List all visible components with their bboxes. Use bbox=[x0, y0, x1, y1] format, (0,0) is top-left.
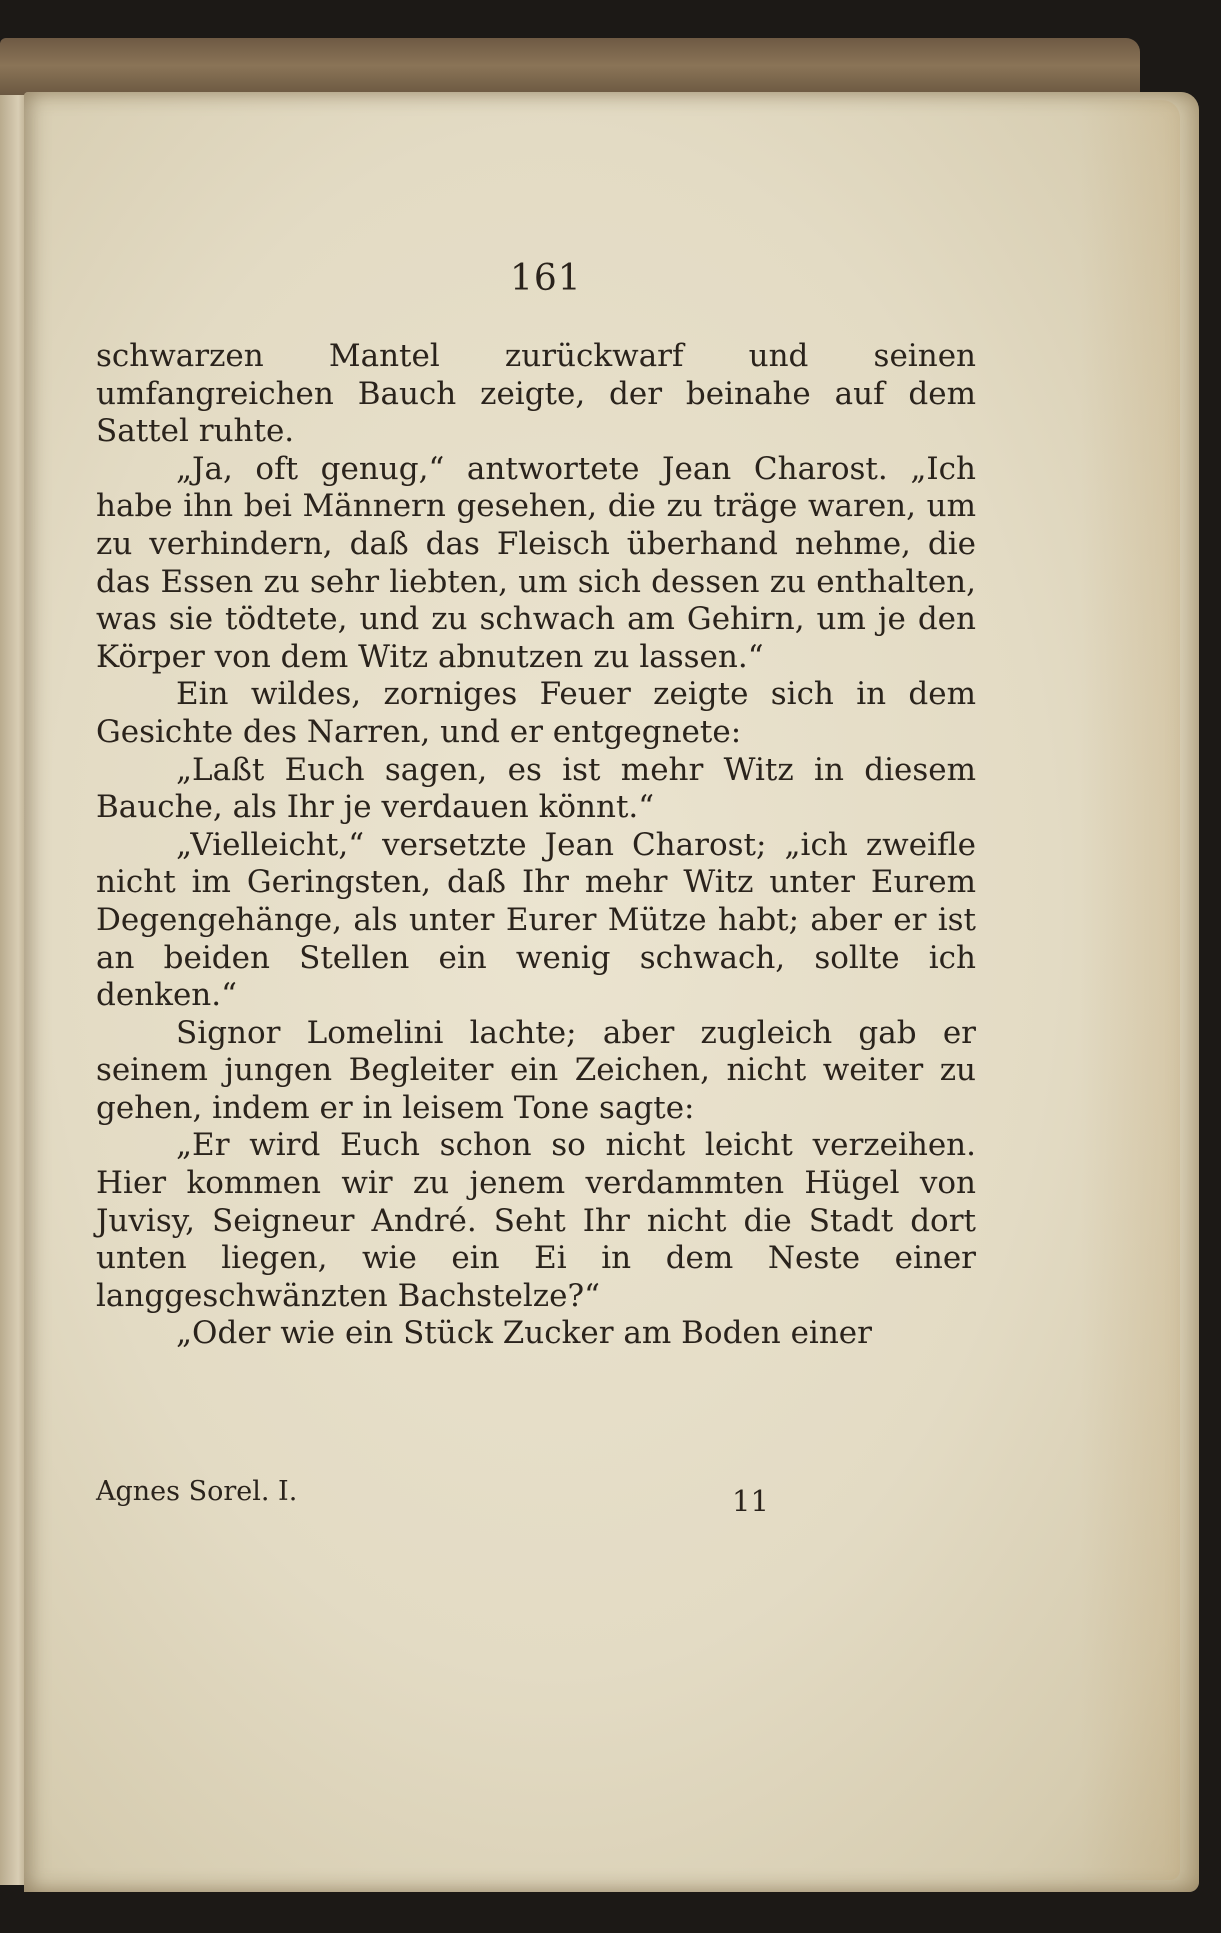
paragraph: Signor Lomelini lachte; aber zugleich gab er seinem jungen Begleiter ein Zeichen, nicht weiter zu gehen, indem er in leisem Tone sagte: bbox=[96, 1014, 976, 1126]
paragraph: „Ja, oft genug,“ antwortete Jean Charost. „Ich habe ihn bei Männern gesehen, die zu träge waren, um zu verhindern, daß das Fleisch überhand nehme, die das Essen zu sehr liebten, um sich dessen zu enthalten, was sie tödtete, und zu schwach am Gehirn, um je den Körper von dem Witz abnutzen zu lassen.“ bbox=[96, 450, 976, 675]
footer-signature: Agnes Sorel. I. bbox=[96, 1476, 298, 1507]
paragraph: schwarzen Mantel zurückwarf und seinen umfangreichen Bauch zeigte, der beinahe auf dem Sattel ruhte. bbox=[96, 338, 976, 450]
footer-sheet-number: 11 bbox=[732, 1484, 769, 1518]
page-aging-stain bbox=[1080, 100, 1180, 1880]
paragraph: „Oder wie ein Stück Zucker am Boden einer bbox=[176, 1315, 872, 1352]
paragraph: „Vielleicht,“ versetzte Jean Charost; „ich zweifle nicht im Geringsten, daß Ihr mehr Witz unter Eurem Degengehänge, als unter Eurer Mütze habt; aber er ist an beiden Stellen ein wenig schwach, sollte ich denken.“ bbox=[96, 826, 976, 1014]
paragraph: „Laßt Euch sagen, es ist mehr Witz in diesem Bauche, als Ihr je verdauen könnt.“ bbox=[96, 751, 976, 826]
left-page-edge bbox=[0, 95, 26, 1885]
page-body-text bbox=[96, 338, 976, 1353]
page-number: 161 bbox=[510, 258, 582, 299]
paragraph: „Er wird Euch schon so nicht leicht verzeihen. Hier kommen wir zu jenem verdammten Hügel von Juvisy, Seigneur André. Seht Ihr nicht die Stadt dort unten liegen, wie ein Ei in dem Neste einer langgeschwänzten Bachstelze?“ bbox=[96, 1127, 976, 1314]
paragraph: Ein wildes, zorniges Feuer zeigte sich in dem Gesichte des Narren, und er entgegnete: bbox=[96, 676, 976, 750]
